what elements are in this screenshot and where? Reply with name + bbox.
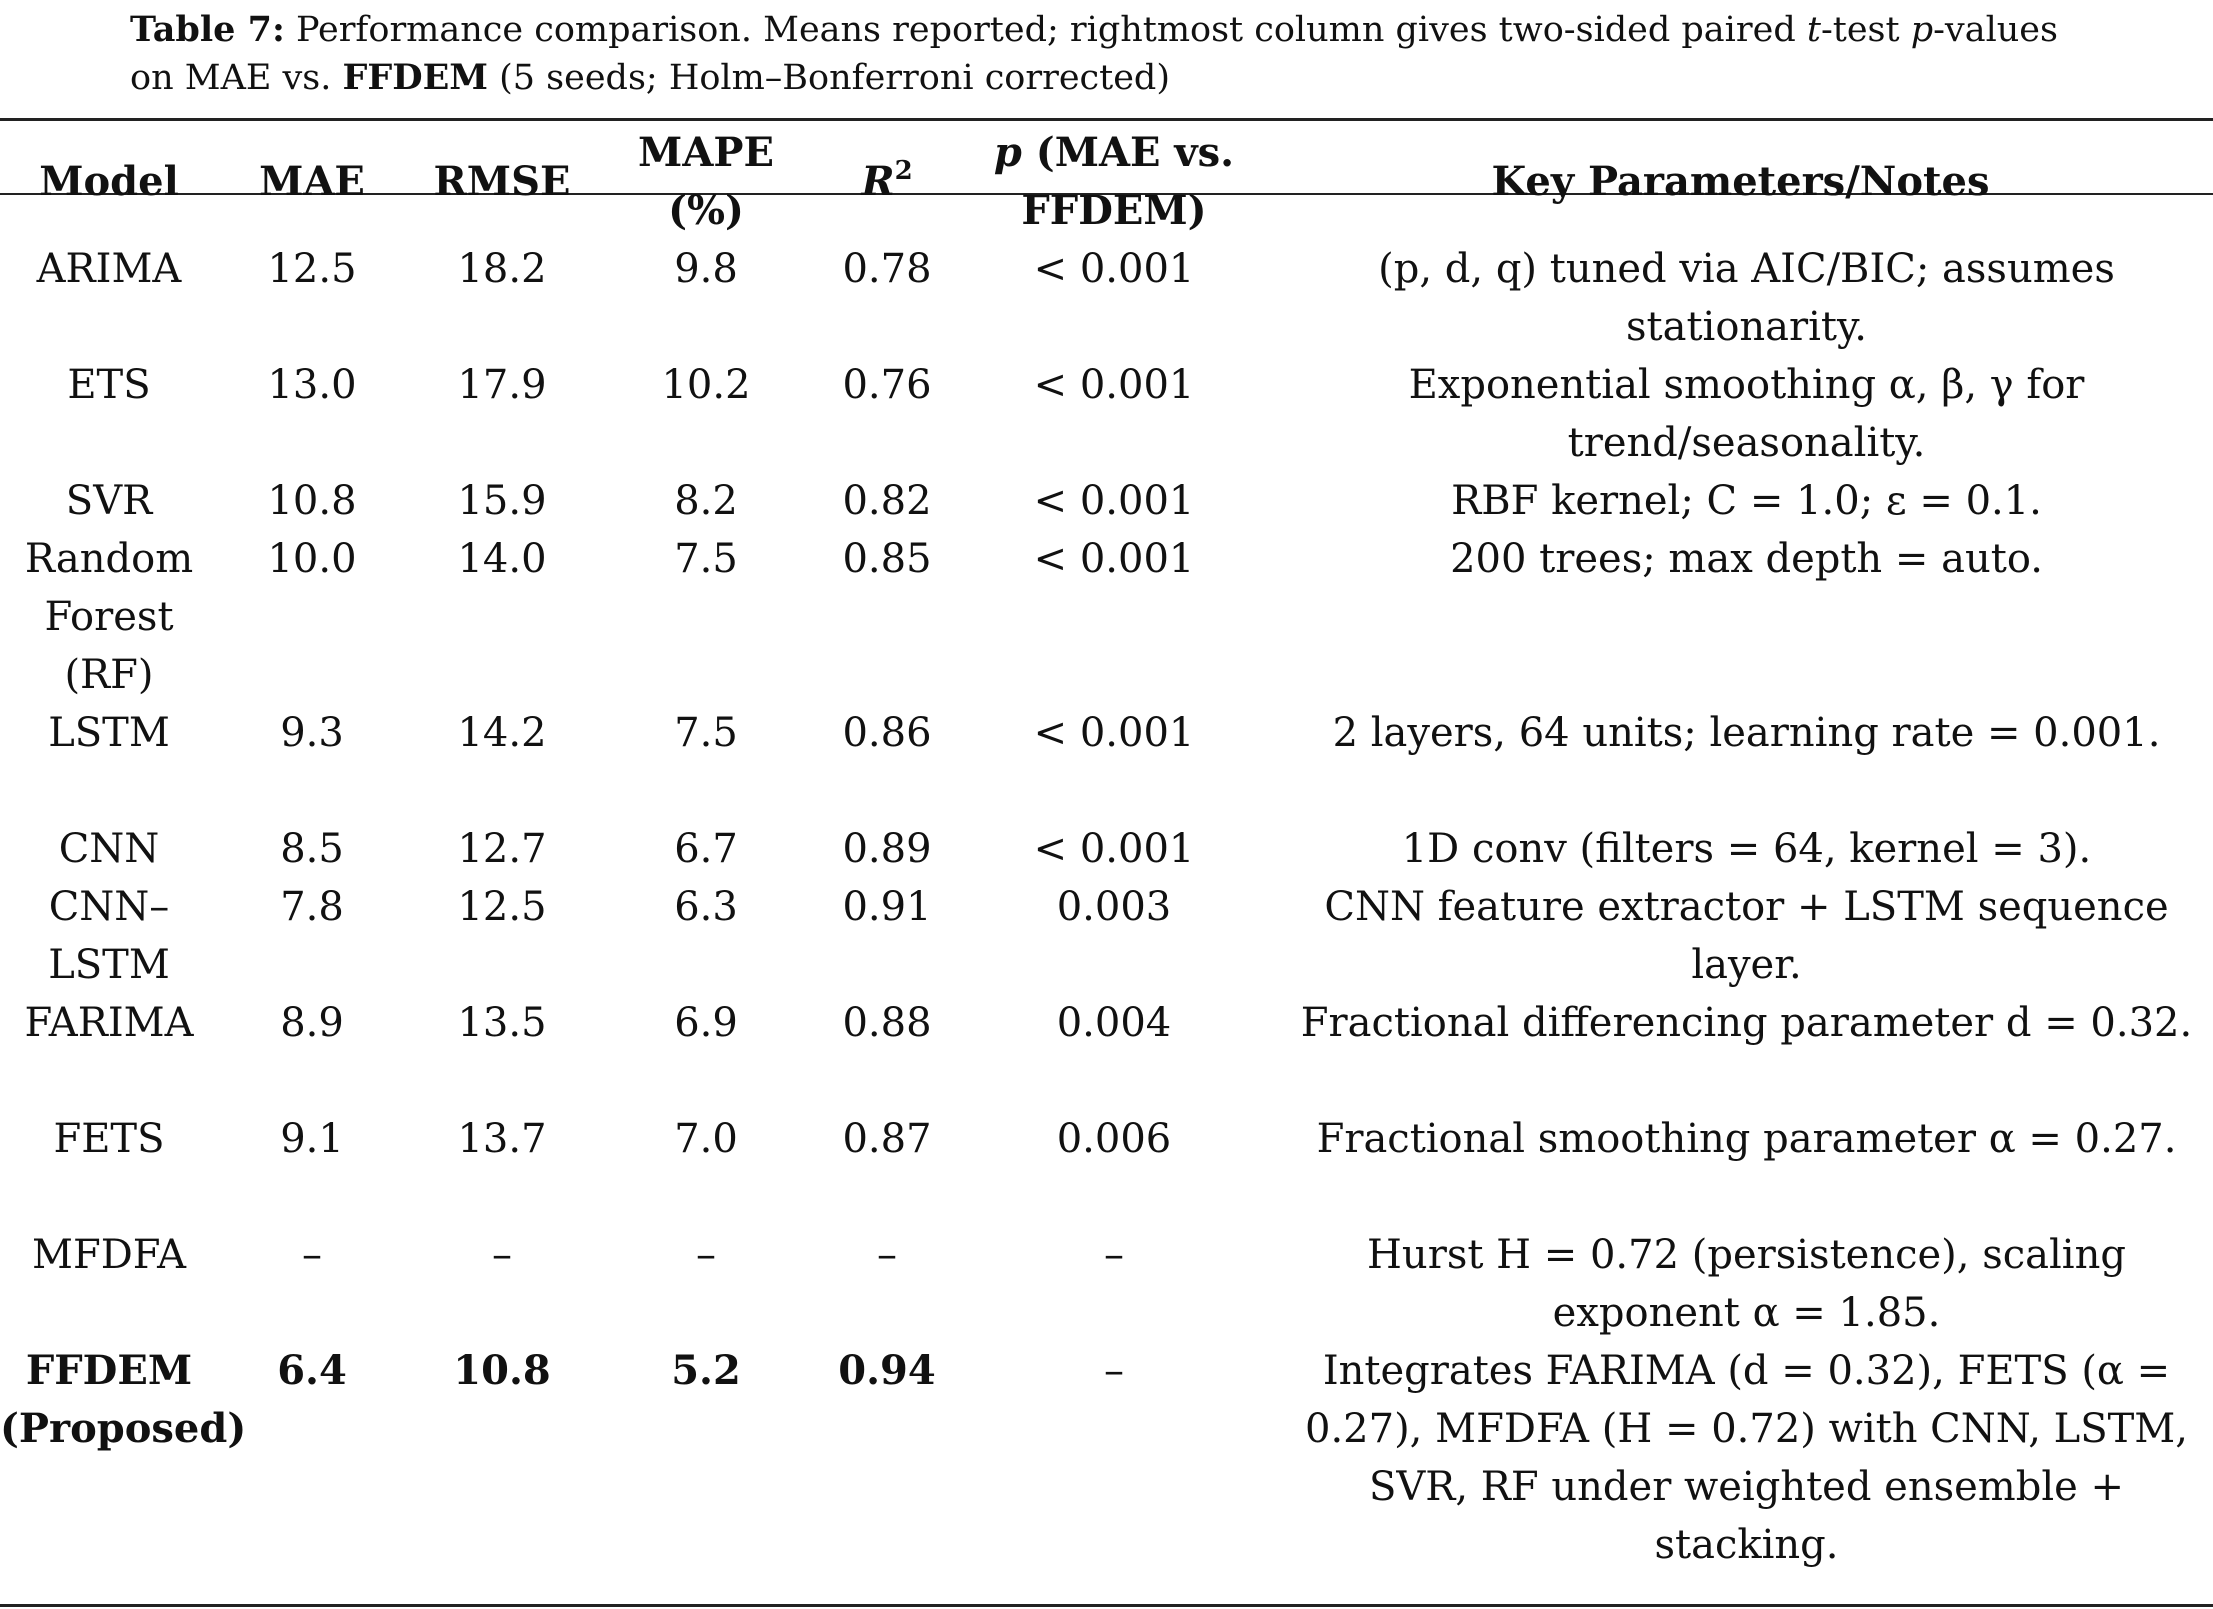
cell-model: SVR — [65, 478, 153, 524]
cell-r2: 0.89 — [842, 826, 932, 872]
cell-r2: 0.76 — [842, 362, 932, 408]
cell-model: LSTM — [48, 710, 170, 756]
cell-rmse: – — [492, 1232, 512, 1278]
header-notes: Key Parameters/Notes — [1491, 158, 1990, 205]
cell-rmse: 12.5 — [457, 884, 547, 930]
table-caption — [130, 6, 2110, 102]
table-row — [0, 820, 2213, 878]
table-row — [0, 1110, 2213, 1226]
cell-mae: 10.0 — [267, 536, 357, 582]
cell-p: < 0.001 — [1033, 710, 1195, 756]
cell-mape: 7.5 — [674, 536, 738, 582]
cell-r2: 0.91 — [842, 884, 932, 930]
caption-t-symbol: t — [1806, 10, 1821, 50]
cell-model: CNN–LSTM — [48, 884, 170, 988]
header-rmse: RMSE — [433, 158, 571, 205]
cell-mape: 6.7 — [674, 826, 738, 872]
table-row — [0, 530, 2213, 704]
cell-rmse: 17.9 — [457, 362, 547, 408]
cell-r2: 0.87 — [842, 1116, 932, 1162]
cell-notes: CNN feature extractor + LSTM sequence layer. — [1324, 884, 2169, 988]
cell-r2: 0.78 — [842, 246, 932, 292]
cell-model: FETS — [53, 1116, 165, 1162]
cell-mae: 10.8 — [267, 478, 357, 524]
cell-notes: Fractional smoothing parameter α = 0.27. — [1316, 1116, 2177, 1162]
caption-text-4: (5 seeds; Holm–Bonferroni corrected) — [487, 58, 1170, 98]
table-body — [0, 240, 2213, 1574]
cell-rmse: 13.7 — [457, 1116, 547, 1162]
cell-model: MFDFA — [32, 1232, 186, 1278]
cell-p: < 0.001 — [1033, 826, 1195, 872]
cell-p: 0.004 — [1056, 1000, 1172, 1046]
cell-mape: 7.0 — [674, 1116, 738, 1162]
cell-p: < 0.001 — [1033, 478, 1195, 524]
cell-mae: 13.0 — [267, 362, 357, 408]
table-row — [0, 240, 2213, 356]
cell-rmse: 14.2 — [457, 710, 547, 756]
cell-notes: 200 trees; max depth = auto. — [1450, 536, 2043, 582]
cell-mae: 12.5 — [267, 246, 357, 292]
cell-model: FARIMA — [24, 1000, 194, 1046]
cell-r2: 0.86 — [842, 710, 932, 756]
cell-p: < 0.001 — [1033, 536, 1195, 582]
cell-model: FFDEM (Proposed) — [0, 1347, 247, 1452]
cell-r2: – — [877, 1232, 897, 1278]
header-p-rest: (MAE vs. FFDEM) — [1021, 129, 1235, 234]
cell-r2: 0.82 — [842, 478, 932, 524]
top-rule — [0, 118, 2213, 121]
cell-p: – — [1104, 1232, 1124, 1278]
table-row-proposed — [0, 1342, 2213, 1574]
table-row — [0, 1226, 2213, 1342]
cell-rmse: 15.9 — [457, 478, 547, 524]
cell-rmse: 13.5 — [457, 1000, 547, 1046]
cell-p: 0.006 — [1056, 1116, 1172, 1162]
header-p-symbol: p — [993, 129, 1022, 176]
bottom-rule — [0, 1604, 2213, 1607]
cell-mae: 8.5 — [280, 826, 344, 872]
cell-r2: 0.94 — [838, 1347, 936, 1394]
cell-model: Random Forest (RF) — [24, 536, 194, 698]
cell-mape: – — [696, 1232, 716, 1278]
cell-mape: 9.8 — [674, 246, 738, 292]
cell-notes: 1D conv (filters = 64, kernel = 3). — [1401, 826, 2092, 872]
cell-notes: Integrates FARIMA (d = 0.32), FETS (α = 0.27), MFDFA (H = 0.72) with CNN, LSTM, SVR, RF under weighted ensemble + stacking. — [1305, 1348, 2188, 1568]
cell-model: ARIMA — [36, 246, 182, 292]
cell-mae: – — [302, 1232, 322, 1278]
cell-rmse: 14.0 — [457, 536, 547, 582]
cell-notes: 2 layers, 64 units; learning rate = 0.001. — [1332, 710, 2161, 756]
cell-model: ETS — [67, 362, 151, 408]
cell-mae: 9.3 — [280, 710, 344, 756]
cell-mae: 8.9 — [280, 1000, 344, 1046]
cell-mae: 6.4 — [277, 1347, 347, 1394]
cell-rmse: 12.7 — [457, 826, 547, 872]
cell-notes: (p, d, q) tuned via AIC/BIC; assumes stationarity. — [1378, 246, 2115, 350]
header-model: Model — [39, 158, 179, 205]
table-row — [0, 704, 2213, 820]
cell-mape: 7.5 — [674, 710, 738, 756]
cell-mape: 6.9 — [674, 1000, 738, 1046]
cell-notes: Exponential smoothing α, β, γ for trend/seasonality. — [1408, 362, 2085, 466]
table-row — [0, 472, 2213, 530]
cell-mape: 5.2 — [671, 1347, 741, 1394]
table-row — [0, 994, 2213, 1110]
cell-p: < 0.001 — [1033, 362, 1195, 408]
header-r2 — [814, 124, 960, 240]
cell-mae: 9.1 — [280, 1116, 344, 1162]
caption-label: Table 7: — [130, 9, 285, 50]
caption-p-symbol: p — [1910, 10, 1934, 50]
cell-notes: Fractional differencing parameter d = 0.32. — [1300, 1000, 2193, 1046]
cell-rmse: 18.2 — [457, 246, 547, 292]
cell-r2: 0.85 — [842, 536, 932, 582]
header-mae: MAE — [259, 158, 365, 205]
cell-notes: Hurst H = 0.72 (persistence), scaling exponent α = 1.85. — [1367, 1232, 2126, 1336]
performance-table — [0, 124, 2213, 1574]
cell-model: CNN — [58, 826, 160, 872]
header-mape: MAPE (%) — [638, 129, 774, 234]
header-row — [0, 124, 2213, 240]
cell-r2: 0.88 — [842, 1000, 932, 1046]
header-r2-base: R — [861, 158, 895, 205]
cell-mae: 7.8 — [280, 884, 344, 930]
cell-p: – — [1104, 1348, 1124, 1394]
caption-ffdem: FFDEM — [342, 57, 488, 98]
table-row — [0, 878, 2213, 994]
caption-text-3: -values on MAE vs. — [130, 10, 2058, 98]
cell-rmse: 10.8 — [453, 1347, 551, 1394]
cell-mape: 10.2 — [661, 362, 751, 408]
cell-notes: RBF kernel; C = 1.0; ε = 0.1. — [1451, 478, 2042, 524]
header-p-value — [960, 124, 1268, 240]
table-row — [0, 356, 2213, 472]
caption-text-2: -test — [1820, 10, 1911, 50]
cell-mape: 6.3 — [674, 884, 738, 930]
header-r2-sup: 2 — [894, 156, 913, 186]
cell-p: < 0.001 — [1033, 246, 1195, 292]
cell-mape: 8.2 — [674, 478, 738, 524]
cell-p: 0.003 — [1056, 884, 1172, 930]
caption-text-1: Performance comparison. Means reported; rightmost column gives two-sided paired — [284, 10, 1807, 50]
